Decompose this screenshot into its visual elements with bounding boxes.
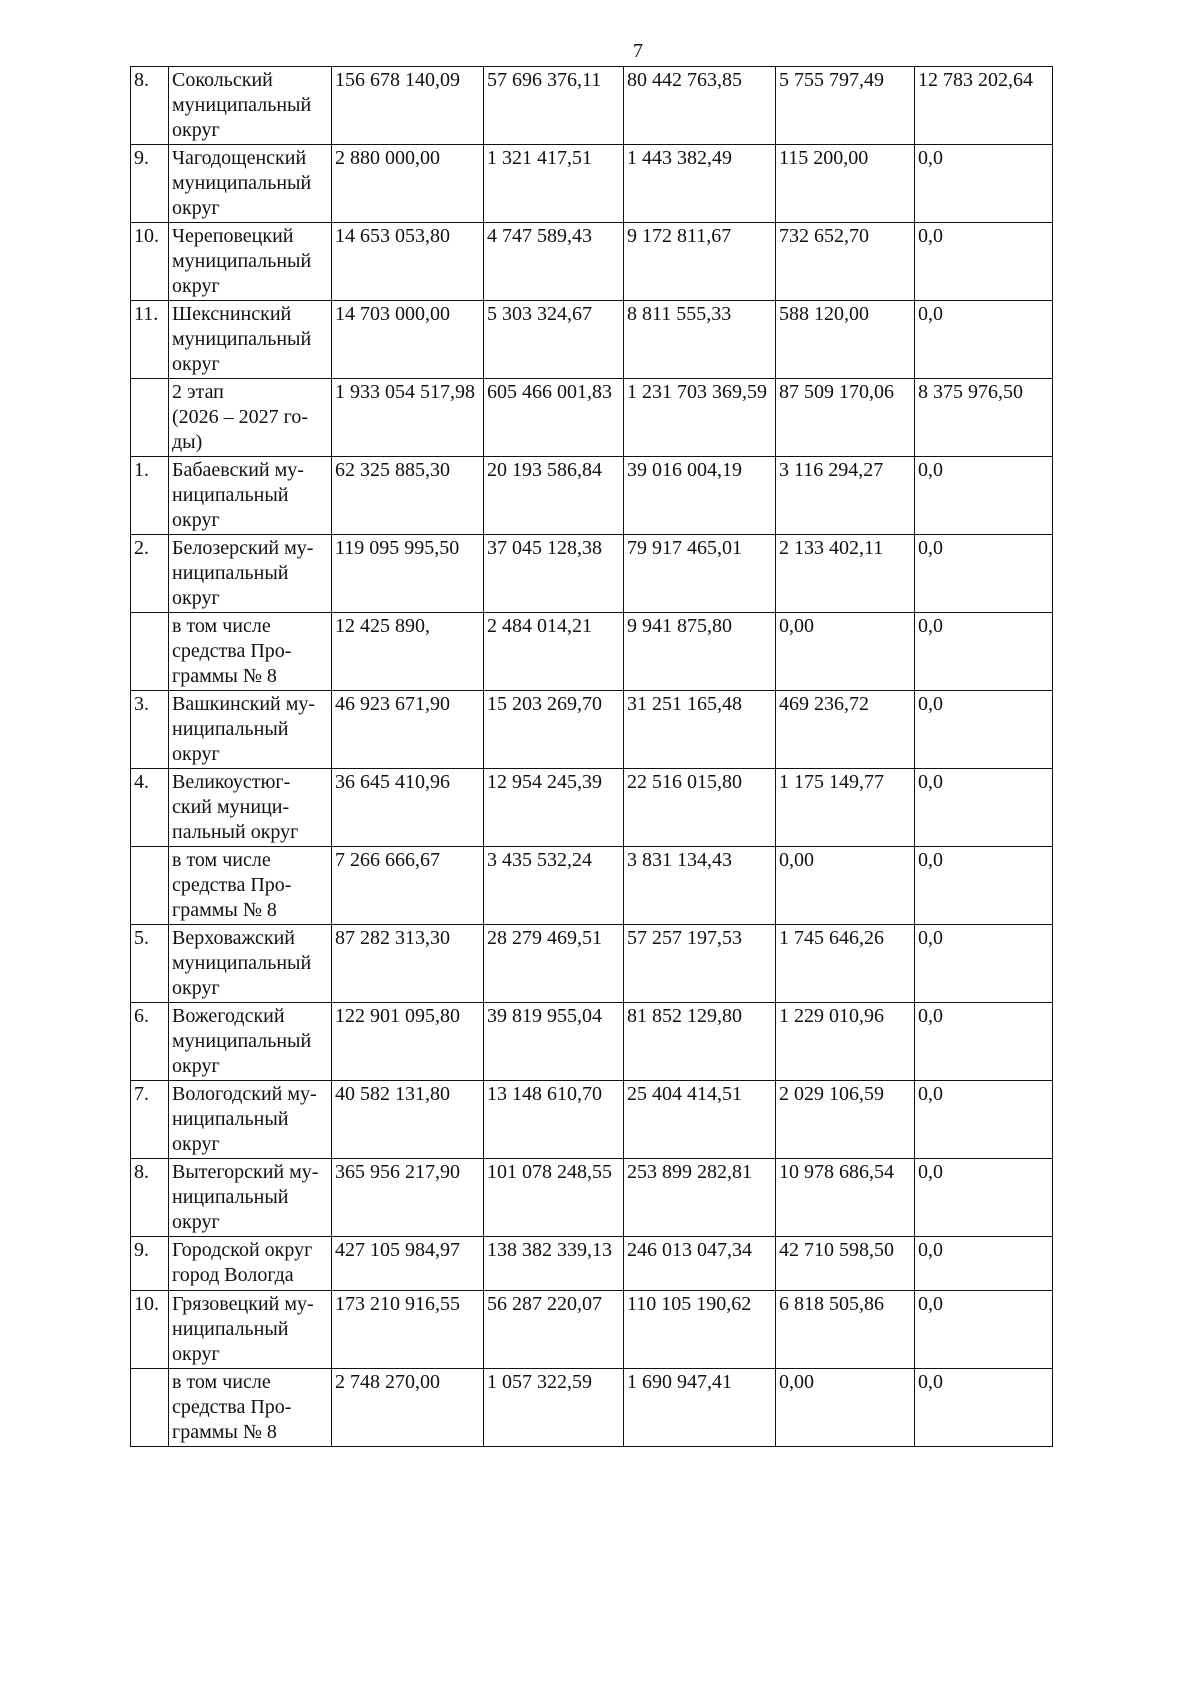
cell-row-name: 2 этап (2026 – 2027 го- ды) [169,379,332,457]
cell-total-amount: 14 703 000,00 [332,301,484,379]
cell-row-name: Городской округ город Вологда [169,1237,332,1291]
cell-amount-3: 246 013 047,34 [624,1237,776,1291]
cell-row-name: Вожегодский муниципальный округ [169,1003,332,1081]
cell-amount-4: 0,00 [776,1369,915,1447]
cell-amount-4: 6 818 505,86 [776,1291,915,1369]
cell-amount-5: 0,0 [915,1081,1053,1159]
cell-amount-5: 0,0 [915,847,1053,925]
cell-row-name: Грязовецкий му- ниципальный округ [169,1291,332,1369]
cell-amount-4: 1 745 646,26 [776,925,915,1003]
cell-amount-2: 20 193 586,84 [484,457,624,535]
cell-amount-5: 0,0 [915,301,1053,379]
cell-amount-2: 101 078 248,55 [484,1159,624,1237]
cell-row-number [131,379,169,457]
cell-total-amount: 46 923 671,90 [332,691,484,769]
cell-amount-4: 0,00 [776,847,915,925]
cell-amount-4: 732 652,70 [776,223,915,301]
cell-amount-5: 0,0 [915,223,1053,301]
cell-amount-2: 2 484 014,21 [484,613,624,691]
cell-amount-3: 9 172 811,67 [624,223,776,301]
table-row [131,613,1053,691]
cell-total-amount: 427 105 984,97 [332,1237,484,1291]
cell-total-amount: 62 325 885,30 [332,457,484,535]
cell-amount-2: 28 279 469,51 [484,925,624,1003]
table-row [131,223,1053,301]
cell-row-number: 1. [131,457,169,535]
cell-amount-3: 25 404 414,51 [624,1081,776,1159]
cell-total-amount: 156 678 140,09 [332,67,484,145]
cell-amount-3: 57 257 197,53 [624,925,776,1003]
cell-amount-5: 0,0 [915,925,1053,1003]
cell-total-amount: 2 748 270,00 [332,1369,484,1447]
cell-total-amount: 87 282 313,30 [332,925,484,1003]
cell-amount-4: 0,00 [776,613,915,691]
cell-total-amount: 122 901 095,80 [332,1003,484,1081]
cell-total-amount: 36 645 410,96 [332,769,484,847]
cell-total-amount: 40 582 131,80 [332,1081,484,1159]
cell-row-number: 8. [131,67,169,145]
cell-amount-2: 15 203 269,70 [484,691,624,769]
cell-row-name: Белозерский му- ниципальный округ [169,535,332,613]
budget-table [130,66,1053,1447]
cell-amount-3: 253 899 282,81 [624,1159,776,1237]
cell-total-amount: 173 210 916,55 [332,1291,484,1369]
cell-amount-3: 81 852 129,80 [624,1003,776,1081]
cell-row-number: 2. [131,535,169,613]
cell-amount-2: 138 382 339,13 [484,1237,624,1291]
cell-amount-3: 1 443 382,49 [624,145,776,223]
cell-row-number: 11. [131,301,169,379]
cell-total-amount: 14 653 053,80 [332,223,484,301]
table-row [131,535,1053,613]
table-row [131,691,1053,769]
table-row [131,1081,1053,1159]
table-row [131,847,1053,925]
cell-amount-4: 3 116 294,27 [776,457,915,535]
cell-row-name: Вологодский му- ниципальный округ [169,1081,332,1159]
cell-row-number: 9. [131,145,169,223]
cell-row-number: 5. [131,925,169,1003]
cell-row-name: Вытегорский му- ниципальный округ [169,1159,332,1237]
cell-row-number: 8. [131,1159,169,1237]
cell-row-number [131,847,169,925]
cell-amount-4: 1 229 010,96 [776,1003,915,1081]
cell-amount-2: 39 819 955,04 [484,1003,624,1081]
table-row [131,769,1053,847]
table-row [131,1003,1053,1081]
table-row [131,67,1053,145]
cell-amount-4: 2 133 402,11 [776,535,915,613]
cell-amount-4: 87 509 170,06 [776,379,915,457]
cell-amount-5: 0,0 [915,691,1053,769]
cell-amount-4: 469 236,72 [776,691,915,769]
table-row [131,1291,1053,1369]
cell-amount-2: 5 303 324,67 [484,301,624,379]
cell-amount-5: 0,0 [915,145,1053,223]
cell-total-amount: 1 933 054 517,98 [332,379,484,457]
cell-amount-3: 79 917 465,01 [624,535,776,613]
table-body [131,67,1053,1447]
cell-total-amount: 12 425 890, [332,613,484,691]
cell-amount-3: 110 105 190,62 [624,1291,776,1369]
cell-row-number [131,1369,169,1447]
table-row [131,145,1053,223]
cell-row-number: 10. [131,1291,169,1369]
cell-row-name: Чагодощенский муниципальный округ [169,145,332,223]
cell-amount-4: 10 978 686,54 [776,1159,915,1237]
cell-amount-2: 3 435 532,24 [484,847,624,925]
cell-row-number: 9. [131,1237,169,1291]
table-row [131,457,1053,535]
cell-amount-5: 8 375 976,50 [915,379,1053,457]
cell-total-amount: 119 095 995,50 [332,535,484,613]
cell-amount-5: 0,0 [915,1003,1053,1081]
cell-amount-4: 2 029 106,59 [776,1081,915,1159]
cell-amount-2: 1 057 322,59 [484,1369,624,1447]
cell-amount-3: 1 231 703 369,59 [624,379,776,457]
cell-amount-3: 9 941 875,80 [624,613,776,691]
cell-amount-5: 0,0 [915,1291,1053,1369]
cell-amount-5: 0,0 [915,1237,1053,1291]
cell-amount-4: 5 755 797,49 [776,67,915,145]
cell-amount-5: 0,0 [915,769,1053,847]
cell-amount-5: 0,0 [915,457,1053,535]
cell-amount-5: 12 783 202,64 [915,67,1053,145]
table-row [131,379,1053,457]
cell-amount-3: 31 251 165,48 [624,691,776,769]
table-row [131,1369,1053,1447]
cell-total-amount: 365 956 217,90 [332,1159,484,1237]
cell-row-number [131,613,169,691]
cell-amount-3: 22 516 015,80 [624,769,776,847]
cell-amount-5: 0,0 [915,535,1053,613]
cell-amount-5: 0,0 [915,1369,1053,1447]
cell-amount-2: 605 466 001,83 [484,379,624,457]
cell-row-name: Шекснинский муниципальный округ [169,301,332,379]
cell-row-name: Великоустюг- ский муници- пальный округ [169,769,332,847]
cell-amount-2: 37 045 128,38 [484,535,624,613]
page-number: 7 [633,40,643,62]
cell-row-number: 3. [131,691,169,769]
cell-row-name: Череповецкий муниципальный округ [169,223,332,301]
cell-total-amount: 7 266 666,67 [332,847,484,925]
cell-row-name: в том числе средства Про- граммы № 8 [169,1369,332,1447]
table-row [131,925,1053,1003]
cell-row-name: Бабаевский му- ниципальный округ [169,457,332,535]
cell-amount-2: 1 321 417,51 [484,145,624,223]
cell-amount-2: 56 287 220,07 [484,1291,624,1369]
cell-amount-5: 0,0 [915,613,1053,691]
cell-row-name: в том числе средства Про- граммы № 8 [169,847,332,925]
cell-amount-2: 13 148 610,70 [484,1081,624,1159]
cell-amount-2: 4 747 589,43 [484,223,624,301]
cell-amount-3: 1 690 947,41 [624,1369,776,1447]
cell-amount-4: 588 120,00 [776,301,915,379]
cell-amount-4: 1 175 149,77 [776,769,915,847]
table-row [131,1237,1053,1291]
table-row [131,1159,1053,1237]
cell-row-number: 4. [131,769,169,847]
cell-amount-2: 57 696 376,11 [484,67,624,145]
cell-row-name: Верховажский муниципальный округ [169,925,332,1003]
table-row [131,301,1053,379]
cell-row-number: 10. [131,223,169,301]
cell-amount-4: 115 200,00 [776,145,915,223]
cell-amount-3: 39 016 004,19 [624,457,776,535]
cell-row-number: 6. [131,1003,169,1081]
cell-row-name: Сокольский муниципальный округ [169,67,332,145]
cell-amount-4: 42 710 598,50 [776,1237,915,1291]
cell-amount-3: 3 831 134,43 [624,847,776,925]
cell-amount-3: 80 442 763,85 [624,67,776,145]
cell-amount-2: 12 954 245,39 [484,769,624,847]
cell-row-number: 7. [131,1081,169,1159]
cell-total-amount: 2 880 000,00 [332,145,484,223]
cell-amount-5: 0,0 [915,1159,1053,1237]
cell-row-name: Вашкинский му- ниципальный округ [169,691,332,769]
cell-amount-3: 8 811 555,33 [624,301,776,379]
cell-row-name: в том числе средства Про- граммы № 8 [169,613,332,691]
